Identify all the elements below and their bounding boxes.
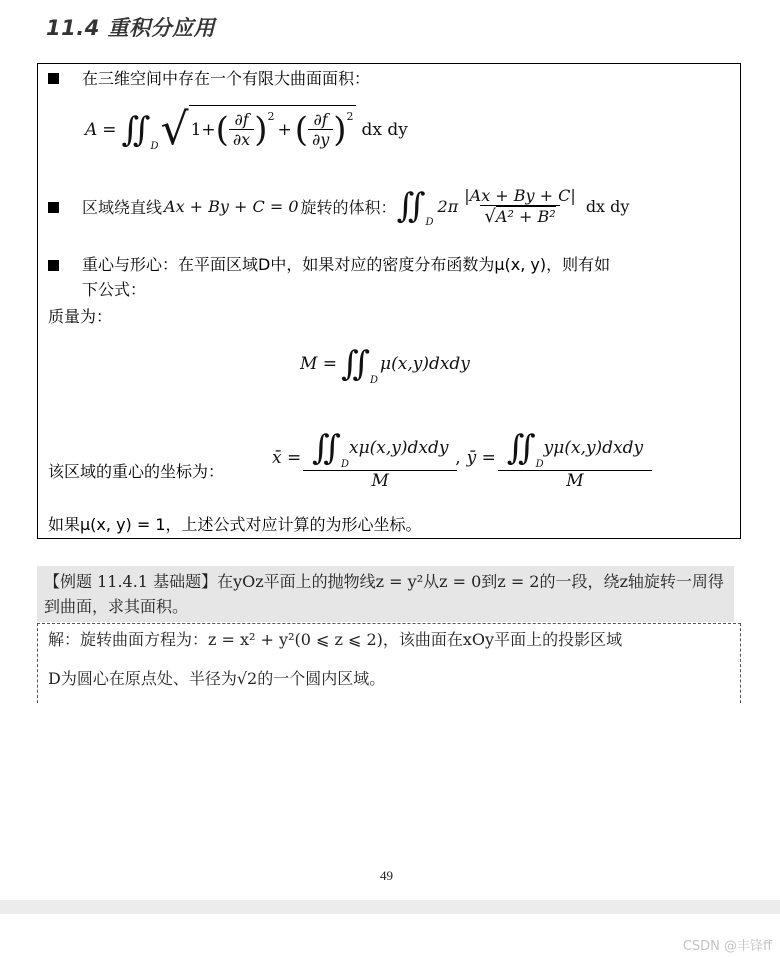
solution-line-2: D为圆心在原点处、半径为√2的一个圆内区域。 (48, 669, 386, 688)
page-number: 49 (380, 868, 393, 883)
bullet-icon (48, 202, 59, 213)
ybar-lhs: ȳ = (466, 448, 496, 468)
centroid-text: 重心与形心：在平面区域D中，如果对应的密度分布函数为μ(x, y)，则有如 (82, 255, 611, 274)
rotation-differential: dx dy (585, 196, 630, 216)
section-heading: 11.4 重积分应用 (46, 16, 216, 40)
area-symbol: A (85, 120, 98, 140)
center-formula: x̄ = ∬ D xμ(x,y)dxdy M , ȳ = ∬ D yμ(x,y)dxdy M (272, 420, 648, 496)
partial-fraction-y: $\frac{\partial f}{\partial y}$ (308, 110, 333, 149)
double-integral-symbol: ∬ (396, 186, 426, 226)
bullet-icon (48, 73, 59, 84)
region-subscript: D (425, 217, 434, 228)
double-integral-symbol: ∬ (341, 344, 371, 384)
area-differential: dx dy (361, 120, 408, 140)
sqrt-icon: √ (160, 104, 189, 155)
rotation-fraction: |Ax + By + C| √ A² + B² (464, 185, 576, 227)
rotation-volume-row (82, 178, 629, 234)
region-subscript: D (150, 141, 159, 152)
double-integral-symbol: ∬ (312, 427, 341, 468)
sqrt-icon: √ (484, 205, 496, 227)
ybar-fraction: ∬ D yμ(x,y)dxdy M (502, 426, 648, 491)
surface-area-formula: A = ∬ D √ 1+ ( $\frac{\partial f}{\partial x}$ ) $^2$ + ( $\frac{\partial f}{\partial y}$ ) $^2$ dx dy (85, 104, 408, 155)
xbar-fraction: ∬ D xμ(x,y)dxdy M (307, 426, 453, 491)
rotation-text2: 旋转的体积： (300, 197, 397, 217)
mass-label: 质量为： (48, 307, 113, 326)
mass-formula (300, 342, 470, 386)
rotation-coef: 2π (437, 196, 459, 216)
example-text: 【例题 11.4.1 基础题】在yOz平面上的抛物线z = y²从z = 0到z = 2的一段，绕z轴旋转一周得到曲面，求其面积。 (44, 572, 724, 616)
centroid-text-cont: 下公式： (82, 280, 147, 299)
page-divider (0, 900, 780, 914)
sqrt-body-start: 1+ (190, 119, 216, 140)
sqrt-body: 1+ ( $\frac{\partial f}{\partial x}$ ) $^2$ + ( $\frac{\partial f}{\partial y}$ ) $^2$ (189, 105, 356, 150)
watermark: CSDN @丰锋ff (682, 939, 772, 954)
bullet-icon (48, 260, 59, 271)
mass-integrand: μ(x,y)dxdy (380, 354, 470, 374)
surface-area-text: 在三维空间中存在一个有限大曲面面积： (82, 69, 371, 88)
xbar-lhs: x̄ = (272, 448, 302, 468)
double-integral-symbol: ∬ (121, 110, 151, 150)
mass-lhs: M = (300, 354, 338, 374)
center-label: 该区域的重心的坐标为： (48, 462, 225, 481)
centroid-note: 如果μ(x, y) = 1，上述公式对应计算的为形心坐标。 (48, 515, 422, 534)
partial-fraction-x: $\frac{\partial f}{\partial x}$ (229, 110, 254, 149)
solution-line-1: 解：旋转曲面方程为：z = x² + y²(0 ⩽ z ⩽ 2)，该曲面在xOy平面上的投影区域 (48, 630, 623, 649)
rotation-line: Ax + By + C = 0 (164, 196, 299, 216)
double-integral-symbol: ∬ (506, 427, 536, 468)
rotation-text: 区域绕直线 (82, 197, 163, 217)
region-subscript: D (370, 375, 379, 386)
